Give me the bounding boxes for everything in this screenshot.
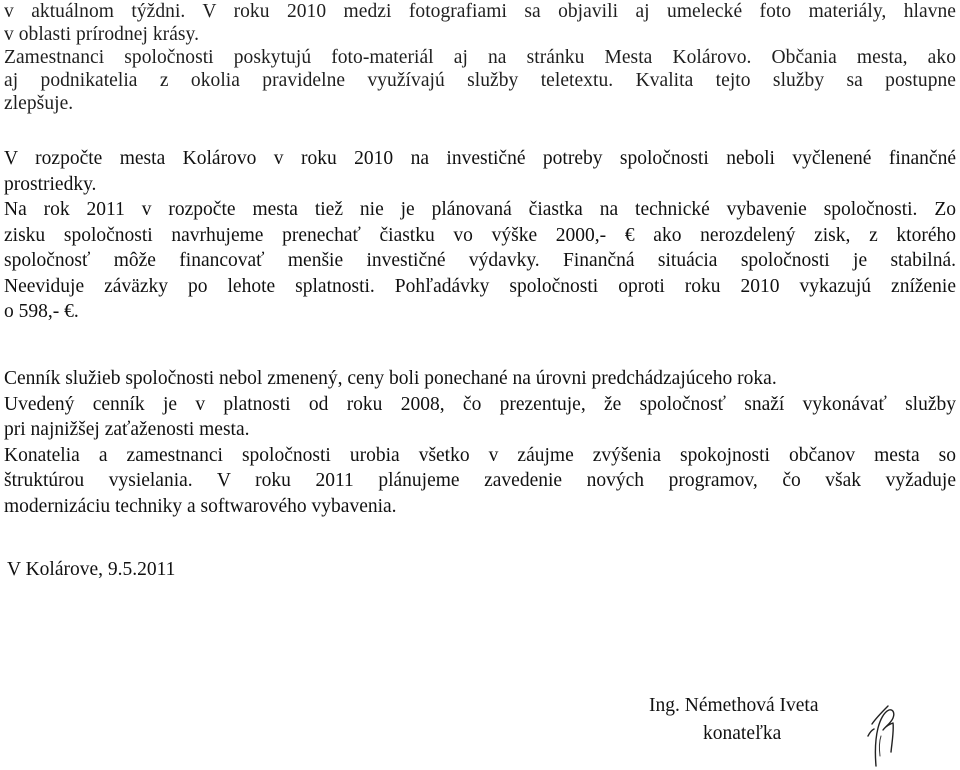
- budget-line: zisku spoločnosti navrhujeme prenechať čiastku vo výške 2000,- € ako nerozdelený zisk, z ktorého: [4, 224, 956, 246]
- intro-line: aj podnikatelia z okolia pravidelne využívajú služby teletextu. Kvalita tejto služby sa postupne: [4, 70, 956, 91]
- budget-line: prostriedky.: [4, 173, 97, 195]
- budget-line: V rozpočte mesta Kolárovo v roku 2010 na investičné potreby spoločnosti neboli vyčlenené finančné: [4, 148, 956, 169]
- budget-paragraph: [4, 146, 956, 325]
- pricing-paragraph: [4, 366, 956, 519]
- signature-block: [640, 692, 950, 770]
- budget-line: spoločnosť môže financovať menšie investičné výdavky. Finančná situácia spoločnosti je stabilná.: [4, 250, 956, 271]
- pricing-line: Uvedený cenník je v platnosti od roku 2008, čo prezentuje, že spoločnosť snaží vykonávať služby: [4, 393, 956, 415]
- intro-line: v oblasti prírodnej krásy.: [4, 24, 199, 45]
- budget-line: o 598,- €.: [4, 301, 79, 322]
- pricing-line: pri najnižšej zaťaženosti mesta.: [4, 419, 250, 440]
- handwritten-signature-icon: [858, 696, 908, 768]
- budget-line: Neeviduje záväzky po lehote splatnosti. Pohľadávky spoločnosti oproti roku 2010 vykazujú zníženie: [4, 275, 956, 297]
- intro-line: Zamestnanci spoločnosti poskytujú foto-materiál aj na stránku Mesta Kolárovo. Občania mesta, ako: [4, 47, 956, 68]
- pricing-line: štruktúrou vysielania. V roku 2011 plánujeme zavedenie nových programov, čo však vyžaduje: [4, 470, 956, 491]
- signatory-role: konateľka: [703, 723, 782, 744]
- signatory-name: Ing. Némethová Iveta: [649, 695, 819, 716]
- pricing-line: Cenník služieb spoločnosti nebol zmenený, ceny boli ponechané na úrovni predchádzajúceho roka.: [4, 368, 777, 389]
- intro-line: zlepšuje.: [4, 93, 74, 114]
- pricing-line: modernizáciu techniky a softwarového vybavenia.: [4, 495, 397, 517]
- intro-line: v aktuálnom týždni. V roku 2010 medzi fotografiami sa objavili aj umelecké foto materiály, hlavne: [4, 1, 956, 22]
- budget-line: Na rok 2011 v rozpočte mesta tiež nie je plánovaná čiastka na technické vybavenie spoločnosti. Zo: [4, 199, 956, 220]
- pricing-line: Konatelia a zamestnanci spoločnosti urobia všetko v záujme zvýšenia spokojnosti občanov mesta so: [4, 444, 956, 466]
- place-date-text: V Kolárove, 9.5.2011: [7, 559, 176, 580]
- place-date: [7, 557, 959, 583]
- intro-paragraph: [4, 0, 956, 115]
